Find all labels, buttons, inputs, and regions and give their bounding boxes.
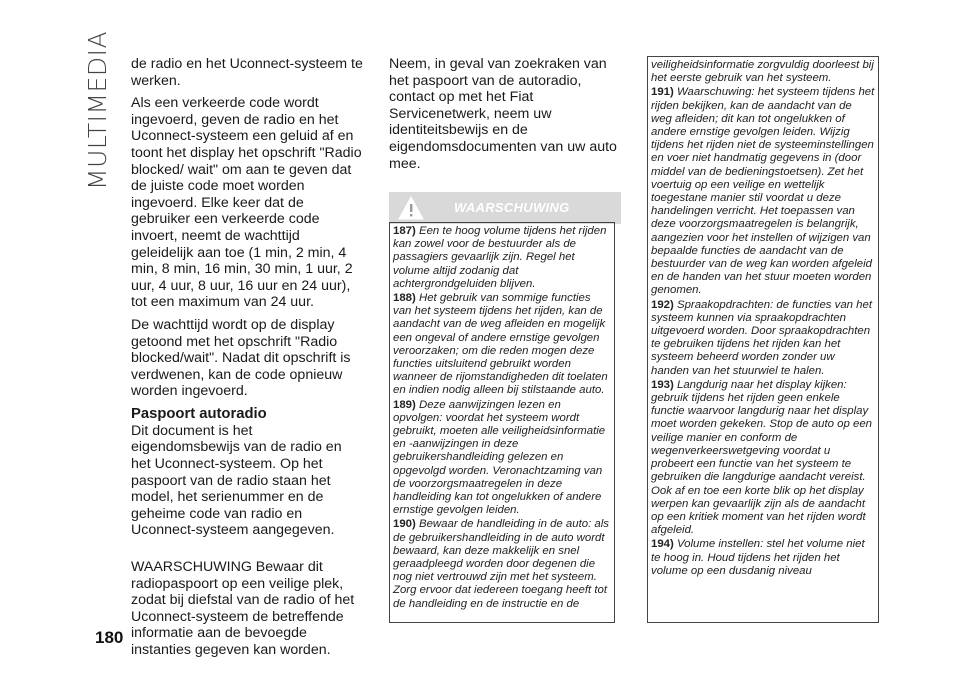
- paragraph: WAARSCHUWING Bewaar dit radiopaspoort op een veilige plek, zodat bij diefstal van de radio of het Uconnect-systeem de betreffende informatie aan de bevoegde instanties gegeven kan worden.: [131, 559, 355, 658]
- paragraph: Neem, in geval van zoekraken van het paspoort van de autoradio, contact op met het Fiat Servicenetwerk, neem uw identiteitsbewijs en de eigendomsdocumenten van uw auto mee.: [389, 56, 617, 172]
- paragraph: Dit document is het eigendomsbewijs van de radio en het Uconnect-systeem. Op het paspoort van de radio staan het model, het serienummer en de geheime code van radio en Uconnect-systeem aangegeven.: [131, 422, 342, 539]
- warning-item: 193) Langdurig naar het display kijken: gebruik tijdens het rijden geen enkele functie waarvoor langdurig naar het display moet worden gekeken. Stop de auto op een veilige manier en conform de wegenverkeerswetgeving voordat u probeert een functie van het systeem te gebruiken die langdurige aandacht vereist. Ook af en toe een korte blik op het display werpen kan gevaarlijk zijn als de aandacht op een kritiek moment van het rijden wordt afgeleid.: [651, 378, 873, 537]
- warning-item: 187) Een te hoog volume tijdens het rijden kan zowel voor de bestuurder als de passagiers gevaarlijk zijn. Regel het volume altijd zodanig dat achtergrondgeluiden blijven.: [393, 225, 607, 290]
- warning-item: 188) Het gebruik van sommige functies van het systeem tijdens het rijden, kan de aandacht van de weg afleiden en mogelijk een ongeval of andere ernstige gevolgen veroorzaken; om die reden mogen deze functies uitsluitend gebruikt worden wanneer de rijomstandigheden dit toelaten en indien nodig alleen bij stilstaande auto.: [393, 292, 608, 397]
- warning-item: 194) Volume instellen: stel het volume niet te hoog in. Houd tijdens het rijden het volume op een dusdanig niveau: [651, 538, 865, 577]
- warning-title: WAARSCHUWING: [454, 199, 570, 215]
- paragraph: Als een verkeerde code wordt ingevoerd, geven de radio en het Uconnect-systeem een geluid af en toont het display het opschrift "Radio blocked/ wait" om aan te geven dat de juiste code moet worden ingevoerd. Elke keer dat de gebruiker een verkeerde code invoert, neemt de wachttijd geleidelijk aan toe (1 min, 2 min, 4 min, 8 min, 16 min, 30 min, 1 uur, 2 uur, 4 uur, 8 uur, 16 uur en 24 uur), tot een maximum van 24 uur.: [131, 95, 362, 311]
- warning-box: [389, 222, 615, 623]
- warning-item: 192) Spraakopdrachten: de functies van het systeem kunnen via spraakopdrachten uitgevoerd worden. Door spraakopdrachten te gebruiken tijdens het rijden kan het systeem beheerd worden zonder uw handen van het stuurwiel te halen.: [651, 298, 873, 377]
- warning-item: 190) Bewaar de handleiding in de auto: als de gebruikershandleiding in de auto wordt bewaard, kan deze makkelijk en snel geraadpleegd worden door degenen die nog niet vertrouwd zijn met het systeem. Zorg ervoor dat iedereen toegang heeft tot de handleiding en de instructie en de: [393, 518, 609, 610]
- text-column-1: [131, 56, 363, 665]
- text-column-2: [389, 0, 621, 683]
- warning-triangle-icon: [398, 196, 424, 220]
- paragraph: De wachttijd wordt op de display getoond met het opschrift "Radio blocked/wait". Nadat dit opschrift is verdwenen, kan de code opnieuw worden ingevoerd.: [131, 316, 351, 400]
- section-heading: Paspoort autoradio: [131, 405, 267, 422]
- paragraph: de radio en het Uconnect-systeem te werken.: [131, 56, 363, 89]
- page-number: 180: [95, 628, 124, 647]
- warning-continuation: veiligheidsinformatie zorgvuldig doorleest bij het eerste gebruik van het systeem.: [651, 59, 874, 85]
- warning-item: 189) Deze aanwijzingen lezen en opvolgen: voordat het systeem wordt gebruikt, moeten alle veiligheidsinformatie en -aanwijzingen in deze gebruikershandleiding gelezen en opgevolgd worden. Veronachtzaming van de voorzorgsmaatregelen in deze handleiding kan tot ongelukken of andere ernstige gevolgen leiden.: [393, 398, 606, 517]
- warning-item: 191) Waarschuwing: het systeem tijdens het rijden bekijken, kan de aandacht van de weg afleiden; dit kan tot ongelukken of andere ernstige gevolgen leiden. Wijzig tijdens het rijden niet de systeeminstellingen en voer niet handmatig gegevens in (door middel van de bedieningstoetsen). Zet het voertuig op een veilige en wettelijk toegestane manier stil voordat u deze handelingen verricht. Het toepassen van deze voorzorgsmaatregelen is belangrijk, aangezien voor het instellen of wijzigen van bepaalde functies de aandacht van de bestuurder van de weg kan worden afgeleid en de handen van het stuur moeten worden genomen.: [651, 86, 875, 297]
- warning-box-continued: [647, 56, 879, 623]
- section-label: MULTIMEDIA: [83, 30, 112, 190]
- warning-header: [389, 192, 621, 224]
